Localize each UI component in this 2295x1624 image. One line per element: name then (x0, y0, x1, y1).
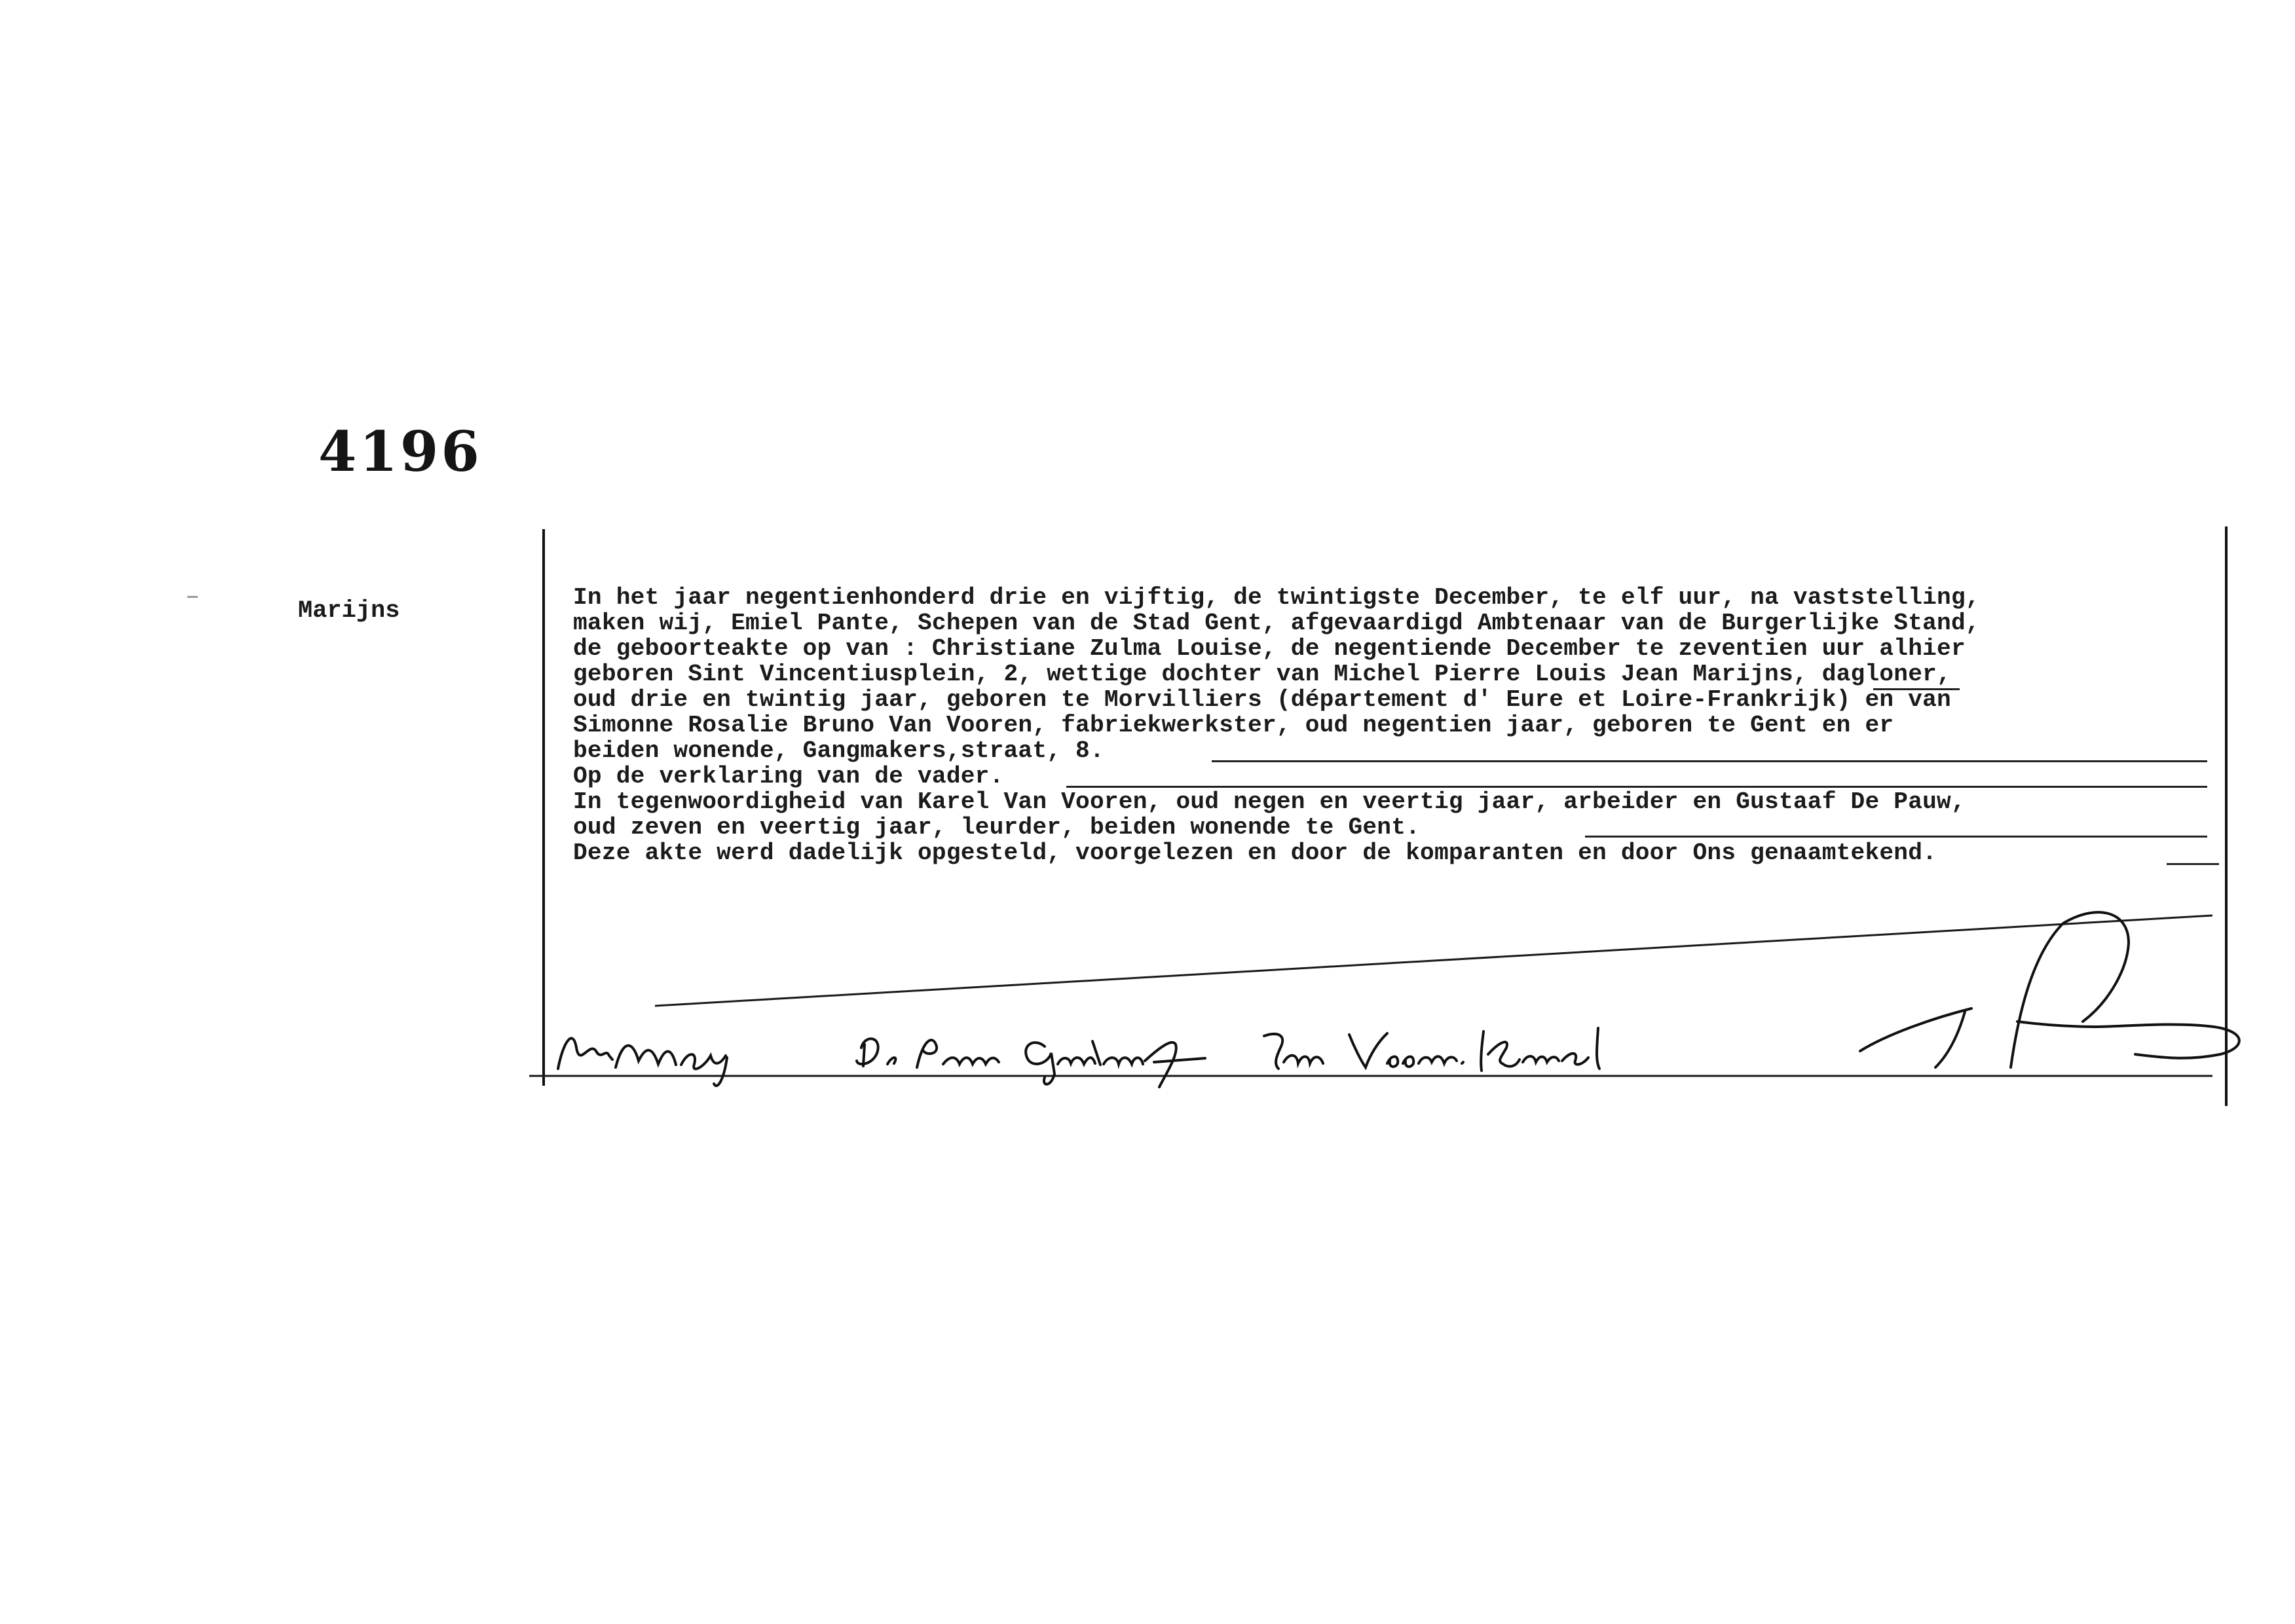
deed-line-4: geboren Sint Vincentiusplein, 2, wettige dochter van Michel Pierre Louis Jean Marijns, dagloner, (573, 661, 1951, 688)
signature-de-pauw (857, 1039, 1205, 1087)
signature-official (1860, 912, 2239, 1067)
deed-line-3: de geboorteakte op van : Christiane Zulma Louise, de negentiende December te zeventien uur alhier (573, 635, 1966, 662)
signature-van-vooren (1264, 1028, 1599, 1071)
deed-line-10: oud zeven en veertig jaar, leurder, beiden wonende te Gent. (573, 814, 1421, 841)
filler-line-4 (2167, 863, 2219, 865)
deed-line-8: Op de verklaring van de vader. (573, 763, 1004, 790)
deed-line-9: In tegenwoordigheid van Karel Van Vooren, oud negen en veertig jaar, arbeider en Gustaaf De Pauw, (573, 788, 1966, 815)
right-border-line (2225, 526, 2228, 1106)
filler-line-1 (1212, 760, 2207, 762)
stray-mark (187, 596, 198, 598)
closing-diagonal-line (655, 915, 2212, 1006)
deed-line-5: oud drie en twintig jaar, geboren te Morvilliers (département d' Eure et Loire-Frankrijk) en van (573, 686, 1951, 713)
deed-line-11: Deze akte werd dadelijk opgesteld, voorgelezen en door de komparanten en door Ons genaamtekend. (573, 840, 1937, 866)
filler-line-2 (1066, 786, 2207, 788)
deed-line-6: Simonne Rosalie Bruno Van Vooren, fabriekwerkster, oud negentien jaar, geboren te Gent en er (573, 712, 1894, 739)
deed-line-2: maken wij, Emiel Pante, Schepen van de Stad Gent, afgevaardigd Ambtenaar van de Burgerlijke Stand, (573, 610, 1980, 637)
deed-line-7: beiden wonende, Gangmakers,straat, 8. (573, 737, 1104, 764)
margin-surname: Marijns (298, 597, 400, 625)
left-border-line (542, 529, 545, 1086)
record-number: 4196 (318, 419, 482, 484)
signature-marijns (558, 1039, 727, 1086)
filler-line-3 (1585, 836, 2207, 838)
deed-line-1: In het jaar negentienhonderd drie en vijftig, de twintigste December, te elf uur, na vaststelling, (573, 584, 1980, 611)
